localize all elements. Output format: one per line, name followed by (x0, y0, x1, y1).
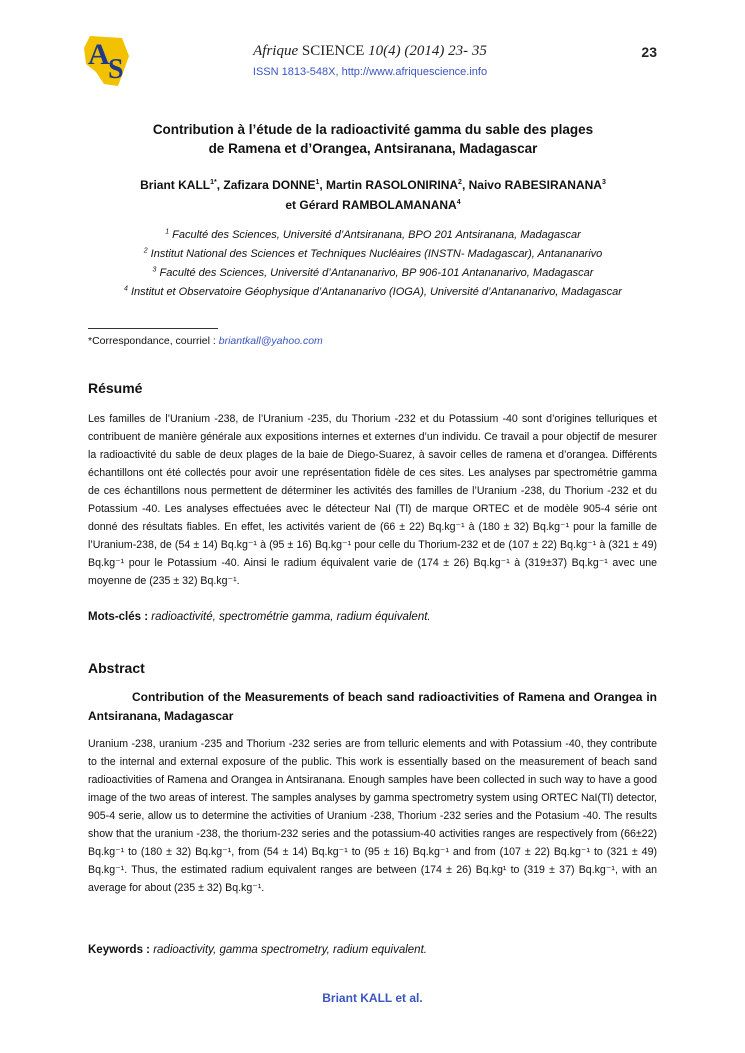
title-line-1: Contribution à l’étude de la radioactivité gamma du sable des plages (152, 122, 594, 137)
journal-name: SCIENCE (301, 43, 365, 59)
author-3: Martin RASOLONIRINA (326, 178, 459, 192)
abstract-text: Uranium -238, uranium -235 and Thorium -232 series are from telluric elements and with Potassium -40, they contribute to the internal and external exposure of the public. This work is essentially based on the measurement of beach sand radioactivities of Ramena and Orangea in Antsiranana. Enough samples have been collected in such way to have a good image of the two areas of interest. The samples analyses by gamma spectrometry system using ORTEC NaI(Tl) detector, 905-4 serie, allow us to determine the activities of Uranium -238, Thorium -232 series and the Potasium -40. The results show that the uranium -238, the thorium-232 series and the potassium-40 activities ranges are respectively from (66±22) Bq.kg⁻¹ to (180 ± 32) Bq.kg⁻¹, from (54 ± 14) Bq.kg⁻¹ to (95 ± 16) Bq.kg⁻¹ and from (107 ± 22) Bq.kg⁻¹ to (321 ± 49) Bq.kg⁻¹. Thus, the estimated radium equivalent ranges are between (174 ± 26) Bq.kg¹ to (319 ± 37) Bq.kg⁻¹, with an average for about (235 ± 32) Bq.kg⁻¹. (88, 738, 657, 894)
correspondence (88, 335, 323, 347)
author-3-sup: 2 (458, 179, 462, 186)
keywords-text: radioactivity, gamma spectrometry, radium equivalent. (153, 944, 427, 956)
journal-issue: 10(4) (2014) 23- 35 (368, 43, 487, 59)
issn-line[interactable]: ISSN 1813-548X, http://www.afriquescience.info (252, 66, 488, 78)
author-2: Zafizara DONNE (223, 178, 316, 192)
author-5: et Gérard RAMBOLAMANANA (285, 198, 457, 212)
running-footer: Briant KALL et al. (322, 991, 423, 1005)
journal-header (150, 43, 590, 60)
author-5-sup: 4 (456, 199, 461, 206)
author-4-sup: 3 (601, 179, 606, 186)
keywords (88, 944, 427, 956)
mots-cles-text: radioactivité, spectrométrie gamma, radium équivalent. (151, 611, 431, 623)
affiliation-3: $^3$ Faculté des Sciences, Université d’Antananarivo, BP 906-101 Antananarivo, Madagascar (152, 266, 594, 279)
correspondence-label: *Correspondance, courriel : (88, 335, 216, 347)
page-number: 23 (641, 44, 657, 60)
logo-letter-a: A (88, 38, 110, 71)
affiliation-1: $^1$ Faculté des Sciences, Université d’Antsiranana, BPO 201 Antsiranana, Madagascar (165, 228, 581, 241)
abstract-heading: Abstract (88, 660, 145, 676)
author-2-sup: 1 (315, 179, 320, 186)
keywords-label: Keywords : (88, 944, 150, 956)
footnote-rule (88, 328, 218, 329)
author-list: Briant $KALL^{1*}$, Zafizara DONNE$^1$, Martin RASOLONIRINA$^2$, Naivo RABESIRANANA$^3$ et Gérard RAMBOLAMANANA$^4$ (140, 178, 606, 212)
affiliations (88, 226, 658, 302)
abstract-subtitle: Contribution of the Measurements of beach sand radioactivities of Ramena and Orangea in Antsiranana, Madagascar (88, 690, 657, 723)
author-4: Naivo RABESIRANANA (468, 178, 602, 192)
journal-italic: Afrique (253, 43, 299, 59)
journal-logo (82, 34, 132, 88)
mots-cles-label: Mots-clés : (88, 611, 149, 623)
logo-letter-s: S (108, 54, 124, 85)
affiliation-4: $^4$ Institut et Observatoire Géophysique d’Antananarivo (IOGA), Université d’Antananarivo, Madagascar (124, 285, 622, 298)
affiliation-2: $^2$ Institut National des Sciences et Techniques Nucléaires (INSTN- Madagascar), Antananarivo (143, 247, 603, 260)
correspondence-email[interactable]: briantkall@yahoo.com (218, 335, 323, 347)
resume-text: Les familles de l’Uranium -238, de l’Uranium -235, du Thorium -232 et du Potassium -40 sont d’origines telluriques et contribuent de manière générale aux expositions internes et externes d’un individu. Ce travail a pour objectif de mesurer la radioactivité du sable de deux plages de la baie de Diego-Suarez, à savoir celles de ramena et d’orangea. Différents échantillons ont été collectés pour avoir une représentation fidèle de ces sites. Les analyses par spectrométrie gamma de ces échantillons nous permettent de déterminer les activités des familles de l’Uranium -238, du Thorium -232 et du Potassium -40. Les analyses effectuées avec le détecteur NaI (Tl) de marque ORTEC et de modèle 905-4 série ont donné des résultats fiables. En effet, les activités varient de (66 ± 22) Bq.kg⁻¹ à (180 ± 32) Bq.kg⁻¹ pour la famille de l’Uranium-238, de (54 ± 14) Bq.kg⁻¹ à (95 ± 16) Bq.kg⁻¹ pour celle du Thorium-232 et de (107 ± 22) Bq.kg⁻¹ à (321 ± 49) Bq.kg⁻¹ pour le Potassium -40. Ainsi le radium équivalent varie de (174 ± 26) Bq.kg⁻¹ à (319±37) Bq.kg⁻¹ avec une moyenne de (235 ± 32) Bq.kg⁻¹. (88, 413, 657, 587)
paper-title (88, 120, 658, 158)
mots-cles (88, 611, 431, 623)
resume-heading: Résumé (88, 380, 143, 396)
title-line-2: de Ramena et d’Orangea, Antsiranana, Madagascar (208, 141, 538, 156)
author-1: Briant KALL (140, 178, 211, 192)
author-1-sup: 1* (210, 179, 217, 186)
